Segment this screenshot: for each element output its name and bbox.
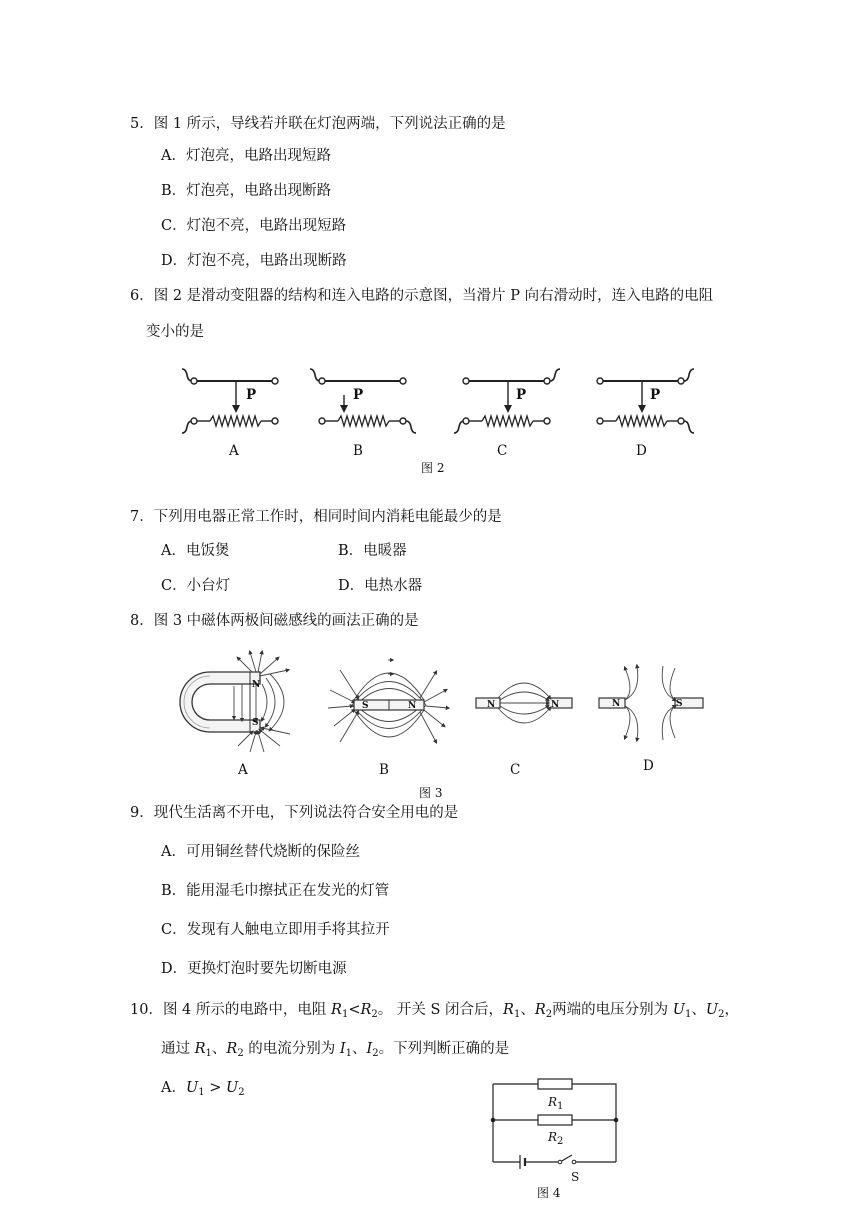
circuit-label-r1: $R_1$ (548, 1095, 564, 1112)
circuit-label-switch: S (571, 1170, 580, 1184)
pole-c-2: N (551, 700, 560, 710)
q5-stem: 5．图 1 所示，导线若并联在灯泡两端，下列说法正确的是 (130, 116, 506, 132)
slider-label-a: P (246, 387, 257, 403)
q7-option-d: D．电热水器 (338, 578, 423, 594)
q6-stem-line2: 变小的是 (146, 324, 204, 340)
q10-line1: 10．图 4 所示的电路中，电阻 $R_1<R_2$。 开关 S 闭合后，$R_1$、$R_2$两端的电压分别为 $U_1$、$U_2$， (130, 1002, 739, 1020)
q7-option-a: A．电饭煲 (161, 543, 230, 559)
q10-line2: 通过 $R_1$、$R_2$ 的电流分别为 $I_1$、$I_2$。下列判断正确的是 (161, 1041, 510, 1059)
q5-option-a: A．灯泡亮，电路出现短路 (161, 148, 331, 164)
pole-d-1: N (612, 699, 621, 709)
fig3-label-c: C (510, 762, 521, 778)
fig3-label-b: B (379, 762, 389, 778)
q7-option-b: B．电暖器 (338, 543, 407, 559)
fig2-label-d: D (636, 443, 647, 459)
slider-label-b: P (353, 387, 364, 403)
q8-stem: 8．图 3 中磁体两极间磁感线的画法正确的是 (130, 613, 419, 629)
pole-c-1: N (487, 700, 496, 710)
slider-label-d: P (650, 387, 661, 403)
slider-label-c: P (516, 387, 527, 403)
pole-b-1: S (362, 701, 369, 711)
pole-b-2: N (408, 701, 417, 711)
q9-option-c: C．发现有人触电立即用手将其拉开 (161, 922, 390, 938)
q7-option-c: C．小台灯 (161, 578, 231, 594)
fig3-caption: 图 3 (419, 786, 443, 800)
fig2-caption: 图 2 (421, 461, 445, 475)
fig2-label-a: A (229, 443, 239, 459)
q9-option-d: D．更换灯泡时要先切断电源 (161, 961, 347, 977)
q7-stem: 7．下列用电器正常工作时，相同时间内消耗电能最少的是 (130, 509, 502, 525)
q6-stem-line1: 6．图 2 是滑动变阻器的结构和连入电路的示意图，当滑片 P 向右滑动时，连入电路的电阻 (130, 288, 714, 304)
q5-option-b: B．灯泡亮，电路出现断路 (161, 183, 332, 199)
pole-a-2: S (252, 718, 259, 728)
circuit-label-r2: $R_2$ (548, 1130, 564, 1147)
q10-option-a: A．$U_1 > U_2$ (161, 1080, 245, 1098)
fig2-label-b: B (353, 443, 363, 459)
fig3-label-d: D (643, 758, 654, 774)
q9-stem: 9．现代生活离不开电，下列说法符合安全用电的是 (130, 805, 459, 821)
pole-a-1: N (252, 680, 261, 690)
q5-option-c: C．灯泡不亮，电路出现短路 (161, 218, 347, 234)
q5-option-d: D．灯泡不亮，电路出现断路 (161, 253, 347, 269)
q9-option-a: A．可用铜丝替代烧断的保险丝 (161, 844, 360, 860)
fig2-label-c: C (497, 443, 508, 459)
pole-d-2: S (676, 699, 683, 709)
fig3-label-a: A (238, 762, 248, 778)
fig4-caption: 图 4 (537, 1186, 561, 1200)
q9-option-b: B．能用湿毛巾擦拭正在发光的灯管 (161, 883, 390, 899)
